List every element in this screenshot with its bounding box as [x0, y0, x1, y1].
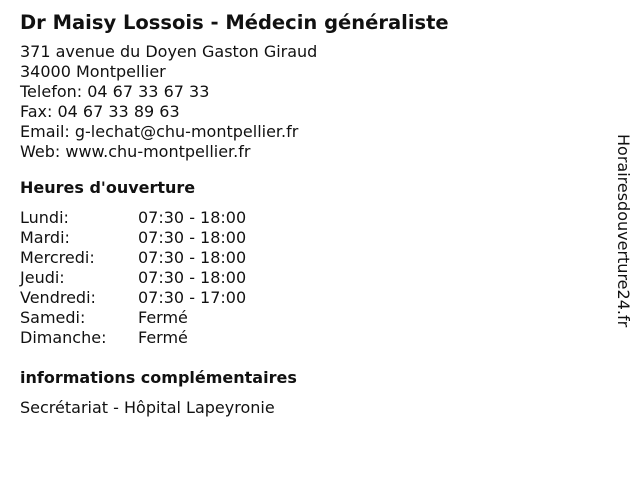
site-watermark: Horairesdouverture24.fr [614, 134, 633, 328]
spacer [20, 198, 600, 208]
hours-time: 07:30 - 18:00 [138, 268, 247, 287]
address-block [20, 42, 600, 82]
hours-day: Samedi: [20, 308, 86, 327]
hours-row [20, 288, 600, 308]
hours-row [20, 228, 600, 248]
hours-row [20, 248, 600, 268]
hours-day: Dimanche: [20, 328, 107, 347]
hours-time: Fermé [138, 308, 188, 327]
hours-time: Fermé [138, 328, 188, 347]
hours-day: Lundi: [20, 208, 69, 227]
address-city: 34000 Montpellier [20, 62, 166, 81]
spacer [20, 388, 600, 398]
hours-time: 07:30 - 18:00 [138, 248, 247, 267]
hours-row [20, 328, 600, 348]
hours-day: Vendredi: [20, 288, 96, 307]
web-line: Web: www.chu-montpellier.fr [20, 142, 251, 161]
hours-day: Jeudi: [20, 268, 65, 287]
spacer [20, 348, 600, 368]
spacer [20, 162, 600, 178]
hours-heading: Heures d'ouverture [20, 178, 196, 197]
hours-day: Mercredi: [20, 248, 95, 267]
hours-day: Mardi: [20, 228, 70, 247]
hours-table [20, 208, 600, 348]
hours-row [20, 268, 600, 288]
email-line: Email: g-lechat@chu-montpellier.fr [20, 122, 299, 141]
contact-block [20, 82, 600, 162]
doctor-card [20, 10, 600, 418]
phone-line: Telefon: 04 67 33 67 33 [20, 82, 210, 101]
hours-row [20, 208, 600, 228]
hours-time: 07:30 - 18:00 [138, 228, 247, 247]
hours-row [20, 308, 600, 328]
info-text: Secrétariat - Hôpital Lapeyronie [20, 398, 275, 417]
address-street: 371 avenue du Doyen Gaston Giraud [20, 42, 318, 61]
hours-time: 07:30 - 17:00 [138, 288, 247, 307]
page-title: Dr Maisy Lossois - Médecin généraliste [20, 11, 449, 34]
info-heading: informations complémentaires [20, 368, 297, 387]
fax-line: Fax: 04 67 33 89 63 [20, 102, 180, 121]
hours-time: 07:30 - 18:00 [138, 208, 247, 227]
